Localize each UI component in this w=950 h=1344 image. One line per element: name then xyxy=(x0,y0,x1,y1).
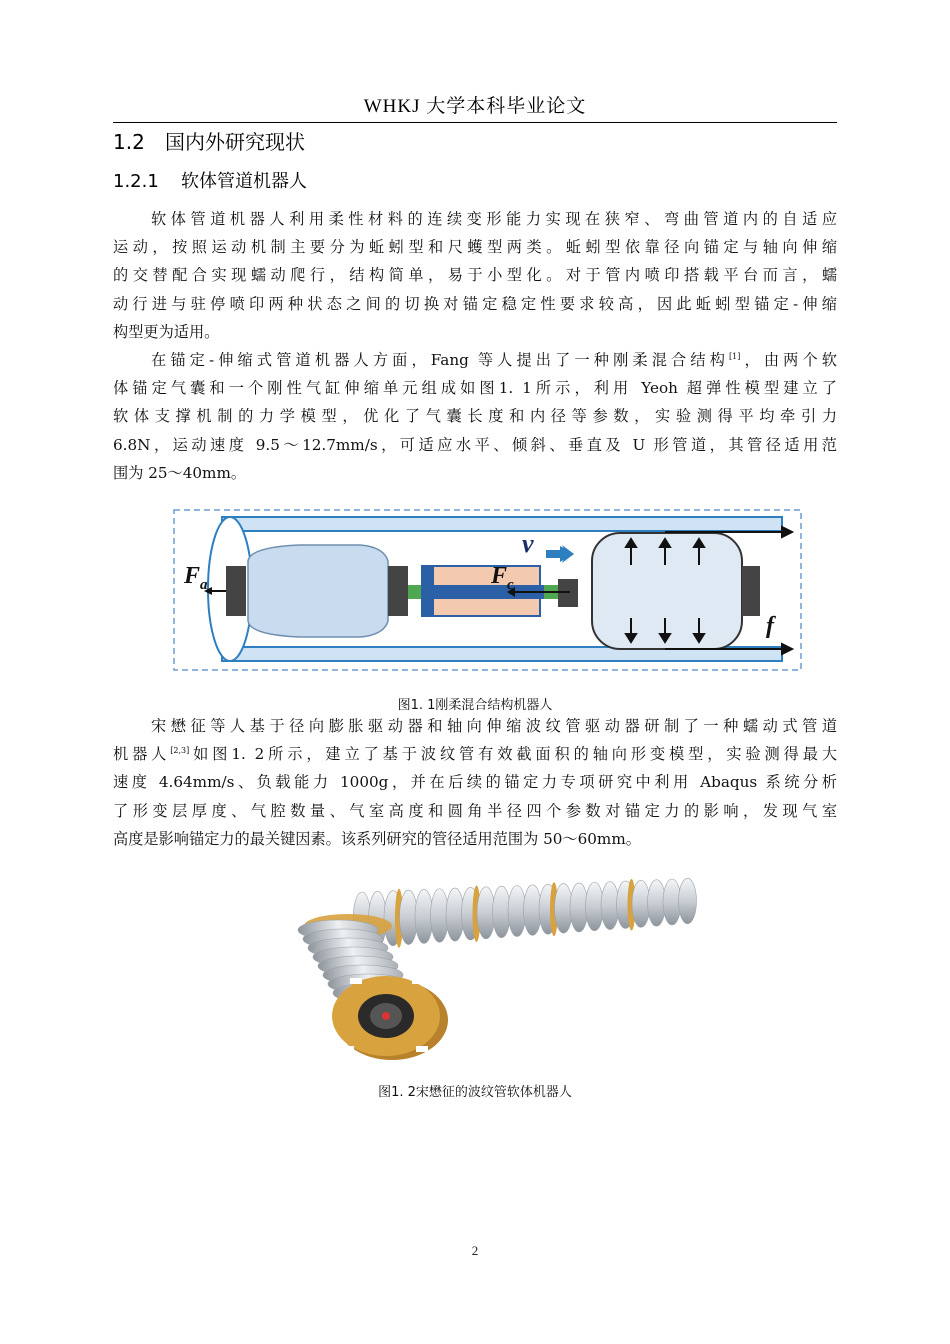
text-run: 如图1. 2所示，建立了基于波纹管有效截面积的轴向形变模型，实验测得最大 xyxy=(189,745,837,764)
figure-1-diagram xyxy=(170,505,806,675)
cylinder-end xyxy=(422,566,434,616)
subsection-heading xyxy=(113,168,307,196)
subsection-number: 1.2.1 xyxy=(113,171,159,192)
section-number: 1.2 xyxy=(113,130,145,154)
paragraph-3 xyxy=(113,712,837,853)
pipe-wall-top xyxy=(222,517,782,531)
paragraph-line: 运动，按照运动机制主要分为蚯蚓型和尺蠖型两类。蚯蚓型依靠径向锚定与轴向伸缩 xyxy=(113,238,837,257)
front-balloon xyxy=(592,533,742,649)
paragraph-line: 围为 25～40mm。 xyxy=(113,463,247,482)
figure-2-caption: 图1. 2宋懋征的波纹管软体机器人 xyxy=(378,1085,572,1100)
paragraph-line: 高度是影响锚定力的最关键因素。该系列研究的管径适用范围为 50～60mm。 xyxy=(113,829,641,848)
page-header xyxy=(113,94,837,123)
text-run: ，由两个软 xyxy=(740,351,837,369)
section-title: 国内外研究现状 xyxy=(165,130,305,154)
paragraph-line xyxy=(113,740,837,768)
paragraph-line: 构型更为适用。 xyxy=(113,322,220,341)
figure-1-caption: 图1. 1刚柔混合结构机器人 xyxy=(397,698,553,713)
citation-ref[interactable]: [1] xyxy=(729,351,741,361)
balloon-clamp xyxy=(388,566,408,616)
text-run: 机器人 xyxy=(113,745,171,764)
paragraph-line: 动行进与驻停喷印两种状态之间的切换对锚定稳定性要求较高，因此蚯蚓型锚定-伸缩 xyxy=(113,294,837,313)
paragraph-line: 宋懋征等人基于径向膨胀驱动器和轴向伸缩波纹管驱动器研制了一种蠕动式管道 xyxy=(151,717,837,735)
left-clamp xyxy=(226,566,246,616)
label-fa: $F_a$ xyxy=(184,563,208,593)
end-cap xyxy=(332,976,448,1060)
label-fc: $F_c$ xyxy=(491,563,514,593)
rear-balloon xyxy=(248,545,388,637)
section-heading xyxy=(113,127,305,157)
paragraph-line xyxy=(113,346,837,374)
velocity-arrow xyxy=(546,545,574,563)
header-title: WHKJ 大学本科毕业论文 xyxy=(363,96,587,117)
paragraph-line: 6.8N，运动速度 9.5～12.7mm/s，可适应水平、倾斜、垂直及 U 形管道，其管径适用范 xyxy=(113,435,837,454)
page-number: 2 xyxy=(471,1243,479,1258)
paragraph-1 xyxy=(113,205,837,346)
figure-2-image xyxy=(252,868,707,1068)
label-v: v xyxy=(522,529,534,558)
label-f: f xyxy=(766,613,774,639)
subsection-title: 软体管道机器人 xyxy=(181,171,307,192)
citation-ref[interactable]: [2,3] xyxy=(170,746,190,756)
paragraph-line: 速度 4.64mm/s、负载能力 1000g，并在后续的锚定力专项研究中利用 Abaqus 系统分析 xyxy=(113,773,837,792)
connector xyxy=(408,585,422,599)
paragraph-line: 了形变层厚度、气腔数量、气室高度和圆角半径四个参数对锚定力的影响，发现气室 xyxy=(113,801,837,820)
bellows-horizontal-section xyxy=(353,878,697,948)
paragraph-2 xyxy=(113,346,837,487)
paragraph-line: 的交替配合实现蠕动爬行，结构简单，易于小型化。对于管内喷印搭载平台而言，蠕 xyxy=(113,266,837,285)
text-run: 在锚定-伸缩式管道机器人方面，Fang 等人提出了一种刚柔混合结构 xyxy=(151,351,730,369)
paragraph-line: 体锚定气囊和一个刚性气缸伸缩单元组成如图1. 1所示，利用 Yeoh 超弹性模型建立了 xyxy=(113,379,837,398)
front-end-clamp xyxy=(742,566,760,616)
paragraph-line: 软体管道机器人利用柔性材料的连续变形能力实现在狭窄、弯曲管道内的自适应 xyxy=(151,210,837,228)
paragraph-line: 软体支撑机制的力学模型，优化了气囊长度和内径等参数，实验测得平均牵引力 xyxy=(113,407,837,426)
bellows-ring xyxy=(679,878,697,924)
